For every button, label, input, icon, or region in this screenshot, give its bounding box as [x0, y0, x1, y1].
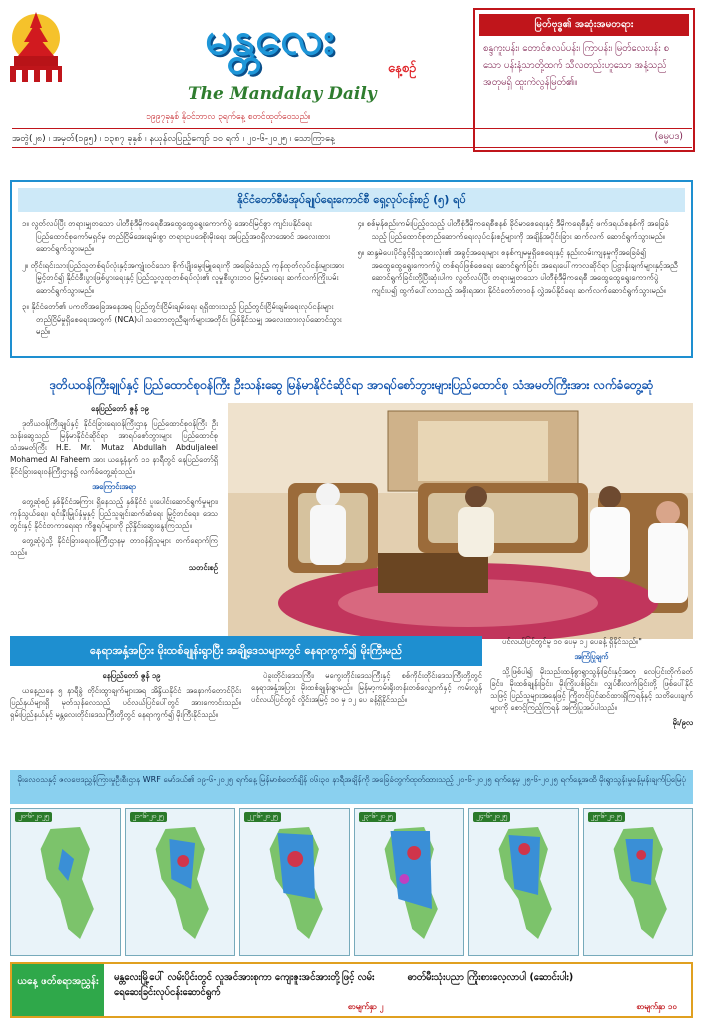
story1-body	[10, 403, 218, 639]
forecast-map	[583, 808, 694, 956]
weather-headline: နေရာအနှံ့အပြား မိုးထစ်ချုန်းရွာပြီး အချို့ဒေသများတွင် နေရာကွက်၍ မိုးကြီးမည်	[10, 636, 482, 666]
forecast-caption: မိုးလေဝသနှင့် ဇလဗေဒညွှန်ကြားမှုဦးစီးဌာန WRF မော်ဒယ်၏ ၁၉-၆-၂၀၂၅ ရက်နေ့ မြန်မာစံတော်ချိန် ၀၆း၃၀ နာရီအချိန်ကို အခြေခံတွက်ထုတ်ထားသည့် ၂၀-၆-၂၀၂၅ ရက်နေ့မှ ၂၅-၆-၂၀၂၅ ရက်နေ့အထိ မိုးရွာသွန်းမှုခန့်မှန်းချက်ပြမြေပုံ	[10, 770, 693, 804]
map-date: ၂၅-၆-၂၀၂၅	[588, 812, 625, 822]
weather-right-subhead: အကြံပြုချက်	[574, 652, 609, 661]
slogan-body: စန္ဒကူးပန်း၊ တောင်ဇလပ်ပန်း၊ ကြာပန်း၊ မြတ်လေးပန်း စသော ပန်းနံ့သာတို့ထက် သီလတည်းဟူသော အနံ့သည် အတုမရှိ ထူးကဲလွန်မြတ်၏။	[483, 43, 669, 88]
weather-advice	[490, 636, 693, 766]
forecast-map	[354, 808, 465, 956]
weather-right-body: သို့ဖြစ်ပါ၍ မိုးသည်းထန်စွာရွာသွန်းခြင်းနှင့်အတူ လေပြင်းတိုက်ခတ်ခြင်း၊ မိုးထစ်ချုန်းခြင်း၊ မိုးကြိုးပစ်ခြင်း၊ လျှပ်စီးလက်ခြင်းတို့ ဖြစ်ပေါ်နိုင်သဖြင့် ပြည်သူများအနေဖြင့် ကြိုတင်ပြင်ဆင်ထားရှိကြရန်နှင့် သတိပေးချက်များကို စောင့်ကြည့်ကြရန် အကြံပြုအပ်ပါသည်။	[490, 667, 693, 712]
notice-item: ၅။ ဆန္ဒမဲပေးပိုင်ခွင့်ရှိသူအားလုံး၏ အခွင့်အရေးများ စနစ်ကျမမှုရှိစေရေးနှင့် နည်းလမ်းကျနမှုကိုအခြေခံ၍ အထွေထွေရွေးကောက်ပွဲ တစ်ရပ်ဖြစ်စေရေး ဆောင်ရွက်ခြင်း အရေးပေါ်ကာလဆိုင်ရာ ပြဋ္ဌာန်းချက်များနှင့်အညီ ဆောင်ရွက်ခြင်းတို့ပြီးဆုံးပါက လွတ်လပ်ပြီး တရားမျှတသော ပါတီစုံဒီမိုကရေစီ အထွေထွေရွေးကောက်ပွဲကျင်းပ၍ ထွက်ပေါ်လာသည့် အစိုးရအား နိုင်ငံတော်တာဝန် လွှဲအပ်နိုင်ရေး ဆက်လက်ဆောင်ရွက်သွားမည်။	[357, 248, 678, 295]
map-date: ၂၄-၆-၂၀၂၅	[473, 812, 510, 822]
slogan-heading: မြတ်ဗုဒ္ဓ၏ အဆုံးအမတရား	[479, 14, 689, 36]
slogan-source: (ဓမ္မပဒ)	[654, 131, 683, 142]
reading-guide-item[interactable]	[104, 964, 398, 1016]
map-date: ၂၃-၆-၂၀၂၅	[359, 812, 396, 822]
story1-headline: ဒုတိယဝန်ကြီးချုပ်နှင့် ပြည်ထောင်စုဝန်ကြီး ဦးသန်းဆွေ မြန်မာနိုင်ငံဆိုင်ရာ အာရပ်စော်ဘွားများပြည်ထောင်စု သံအမတ်ကြီးအား လက်ခံတွေ့ဆုံ	[49, 378, 654, 392]
map-icon	[355, 809, 464, 955]
map-date: ၂၂-၆-၂၀၂၅	[244, 812, 281, 822]
reading-guide-page: စာမျက်နှာ ၂	[347, 1002, 384, 1011]
map-icon	[584, 809, 693, 955]
weather-col-left	[10, 670, 241, 766]
forecast-map	[468, 808, 579, 956]
forecast-map	[239, 808, 350, 956]
weather-paragraph: ပဲခူးတိုင်းဒေသကြီး၊ မကွေးတိုင်းဒေသကြီးနှင့် စစ်ကိုင်းတိုင်းဒေသကြီးတို့တွင် နေရာအနှံ့အပြား မိုးထစ်ချုန်းရွာမည်။ မြန်မာ့ကမ်းရိုးတန်းတစ်လျှောက်နှင့် ကမ်းလွန်ပင်လယ်ပြင်တွင် လှိုင်းအမြင့် ၁၀ မှ ၁၂ ပေ ခန့်ရှိနိုင်သည်။	[251, 671, 482, 704]
forecast-map	[125, 808, 236, 956]
meeting-photo	[228, 403, 693, 639]
notice-item: ၃။ နိုင်ငံတော်၏ ပကတိအခြေအနေအရ ပြည်တွင်းငြိမ်းချမ်းရေး ရရှိထားသည့် ပြည်တွင်းငြိမ်းချမ်းရေးလုပ်ငန်းများ တည်ငြိမ်မှုရှိစေရေးအတွက် (NCA)ပါ သဘောတူညီချက်များအတိုင်း ဖြစ်နိုင်သမျှ အလေးထားလုပ်ဆောင်သွားမည်။	[22, 302, 342, 336]
map-date: ၂၀-၆-၂၀၂၅	[15, 812, 52, 822]
reading-guide-badge: ယနေ့ ဖတ်စရာအညွှန်း	[12, 964, 104, 1016]
story1-byline: နေပြည်တော် ဇွန် ၁၉	[91, 404, 149, 413]
reading-guide-page: စာမျက်နှာ ၁၀	[636, 1002, 677, 1011]
notice-heading: နိုင်ငံတော်စီမံအုပ်ချုပ်ရေးကောင်စီ ရှေ့လုပ်ငန်းစဉ် (၅) ရပ်	[18, 188, 685, 212]
notice-item: ၁။ လွတ်လပ်ပြီး တရားမျှတသော ပါတီစုံဒီမိုကရေစီအထွေထွေရွေးကောက်ပွဲ အောင်မြင်စွာ ကျင်းပနိုင်ရေးပြည်ထောင်စုကော်မရှင်မှ တည်ငြိမ်အေးချမ်းစွာ တရားဥပဒေစိုးမိုးရေး အပြည့်အဝရှိလာအောင် အလေးထားဆောင်ရွက်သွားမည်။	[22, 219, 331, 253]
masthead-english: The Mandalay Daily	[188, 84, 377, 104]
weather-paragraph: ယနေ့ညနေ ၅ နာရီခွဲ တိုင်းထွာချက်များအရ အိန္ဒိယနိုင်ငံ အနောက်တောင်ပိုင်းပြည်နယ်များရှိ မုတ်သုန်လေသည် ပင်လယ်ပြင်ပေါ်တွင် အားကောင်းသည်။ ရှမ်းပြည်နယ်နှင့် မန္တလေးတိုင်းဒေသကြီးတို့တွင် နေရာကွက်၍ မိုးကြီးနိုင်သည်။	[10, 686, 241, 719]
reading-guide-title: ဓာတ်မီးသုံးပညာ ကြိုးစားလေ့လာပါ (ဆောင်းပါး)	[407, 972, 574, 983]
forecast-map	[10, 808, 121, 956]
reading-guide-title: မန္တလေးမြို့ပေါ် လမ်းပိုင်းတွင် လူအင်အားစုကာ ကျေးဇူးအင်အားတို့ဖြင့် လမ်းရေဆေးခြင်းလုပ်ငန်းဆောင်ရွက်	[114, 972, 375, 998]
notice-col-left	[22, 218, 346, 343]
masthead-subtitle: နေ့စဉ်	[388, 61, 417, 76]
reading-guide-item[interactable]	[398, 964, 692, 1016]
map-icon	[240, 809, 349, 955]
dateline: အတွဲ(၂၈) ၊ အမှတ်(၁၉၅) ၊ ၁၃၈၇ ခုနှစ် ၊ နယုန်လပြည့်ကျော် ၁၀ ရက် ၊ ၂၀-၆-၂၀၂၅ ၊ သောကြာနေ့	[12, 128, 692, 148]
pagoda-logo	[6, 8, 66, 86]
weather-byline: နေပြည်တော် ဇွန် ၁၉	[102, 671, 161, 680]
notice-item: ၂။ တိုင်းရင်းသားပြည်သူတစ်ရပ်လုံးနှင့်အကျုံးဝင်သော စိုက်ပျိုးမွေးမြူရေးကို အခြေခံသည့် ကုန်ထုတ်လုပ်ငန်းများအား မြှင့်တင်၍ နိုင်ငံစီးပွားဖြစ်ပွားရေးနှင့် ပြည်သူ့လူထုတစ်ရပ်လုံး၏ လူမှုစီးပွားဘဝ မြင့်မားရေး ဆက်လက်ကြိုးပမ်းဆောင်ရွက်သွားမည်။	[22, 260, 344, 295]
story1-subhead: အကြောင်းအရာ	[92, 482, 136, 491]
map-icon	[126, 809, 235, 955]
story1-paragraph: တွေ့ဆုံစဉ် နှစ်နိုင်ငံအကြား ရှိနေသည့် နှစ်နိုင်ငံ ပူးပေါင်းဆောင်ရွက်မှုများ၊ ကုန်သွယ်ရေး၊ ရင်းနှီးမြှုပ်နှံမှုနှင့် ပြည်သူချင်းဆက်ဆံရေး မြှင့်တင်ရေး၊ ဒေသတွင်းနှင့် နိုင်ငံတကာရေးရာ ကိစ္စရပ်များကို ညှိနှိုင်းဆွေးနွေးကြသည်။	[10, 497, 218, 530]
story1-paragraph: တွေ့ဆုံပွဲသို့ နိုင်ငံခြားရေးဝန်ကြီးဌာနမှ တာဝန်ရှိသူများ တက်ရောက်ကြသည်။	[10, 536, 218, 557]
notice-box	[10, 180, 693, 358]
notice-col-right	[358, 218, 682, 343]
map-date: ၂၁-၆-၂၀၂၅	[130, 812, 167, 822]
masthead-title: မန္တလေး	[205, 11, 335, 65]
weather-right-intro: ပင်လယ်ပြင်တွင်မူ ၁၀ ပေမှ ၁၂ ပေခန့် ရှိနိုင်သည်။"	[502, 637, 642, 646]
masthead-motto: ၁၉၉၇ခုနှစ် နိုဝင်ဘာလ ၃ရက်နေ့ စတင်ထုတ်ဝေသည်။	[146, 112, 311, 122]
map-icon	[469, 809, 578, 955]
map-icon	[11, 809, 120, 955]
weather-col-right	[251, 670, 482, 766]
story1-paragraph: ဒုတိယဝန်ကြီးချုပ်နှင့် နိုင်ငံခြားရေးဝန်ကြီးဌာန ပြည်ထောင်စုဝန်ကြီး ဦးသန်းဆွေသည် မြန်မာနိုင်ငံဆိုင်ရာ အာရပ်စော်ဘွားများ ပြည်ထောင်စု သံအမတ်ကြီး H.E. Mr. Mutaz Abdullah Abduljaleel Mohamed Al Faheem အား ယနေ့နံနက် ၁၁ နာရီတွင် နေပြည်တော်ရှိ နိုင်ငံခြားရေးဝန်ကြီးဌာန၌ လက်ခံတွေ့ဆုံသည်။	[10, 419, 218, 476]
reading-guide	[10, 962, 693, 1018]
forecast-maps	[10, 808, 693, 956]
weather-body	[10, 670, 482, 766]
weather-right-sign: မိုး/၉လ	[672, 718, 693, 727]
notice-item: ၄။ စစ်မှန်စည်းကမ်းပြည့်ဝသည့် ပါတီစုံဒီမိုကရေစီစနစ် ခိုင်မာစေရေးနှင့် ဒီမိုကရေစီနှင့် ဖက်ဒရယ်စနစ်ကို အခြေခံသည့် ပြည်ထောင်စုတည်ဆောက်ရေးလုပ်ငန်းစဉ်များကို အချိန်အပိုင်းခြား ဆက်လက် ဆောင်ရွက်သွားမည်။	[357, 219, 669, 241]
story1-signoff: သတင်းစဉ်	[188, 563, 218, 572]
